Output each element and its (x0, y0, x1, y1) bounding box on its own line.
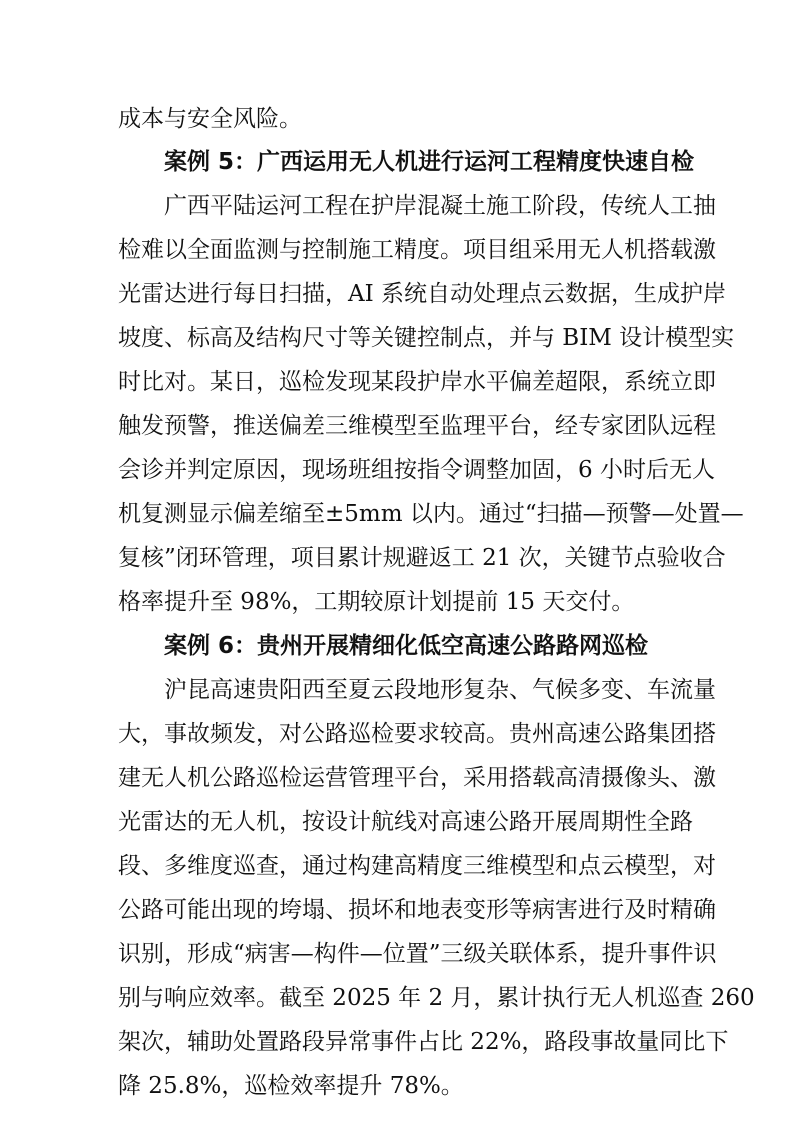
body-text-line: 复核”闭环管理，项目累计规避返工 21 次，关键节点验收合 (118, 545, 726, 571)
body-text-line: 沪昆高速贵阳西至夏云段地形复杂、气候多变、车流量 (164, 677, 716, 703)
body-text-line: 识别，形成“病害—构件—位置”三级关联体系，提升事件识 (118, 941, 717, 967)
case-5-heading: 案例 5：广西运用无人机进行运河工程精度快速自检 (164, 149, 695, 175)
body-text-line: 光雷达进行每日扫描，AI 系统自动处理点云数据，生成护岸 (118, 281, 727, 307)
body-text-line: 广西平陆运河工程在护岸混凝土施工阶段，传统人工抽 (164, 193, 716, 219)
body-text-line: 架次，辅助处置路段异常事件占比 22%，路段事故量同比下 (118, 1029, 729, 1055)
body-text-line: 坡度、标高及结构尺寸等关键控制点，并与 BIM 设计模型实 (118, 325, 735, 351)
body-text-line: 降 25.8%，巡检效率提升 78%。 (118, 1073, 464, 1099)
body-text-line: 机复测显示偏差缩至±5mm 以内。通过“扫描—预警—处置— (118, 501, 744, 527)
body-text-line: 大，事故频发，对公路巡检要求较高。贵州高速公路集团搭 (118, 721, 716, 747)
body-text-line: 光雷达的无人机，按设计航线对高速公路开展周期性全路 (118, 809, 693, 835)
body-text-line: 公路可能出现的垮塌、损坏和地表变形等病害进行及时精确 (118, 897, 716, 923)
body-text-line: 段、多维度巡查，通过构建高精度三维模型和点云模型，对 (118, 853, 716, 879)
body-text-line: 建无人机公路巡检运营管理平台，采用搭载高清摄像头、激 (118, 765, 716, 791)
case-6-heading: 案例 6：贵州开展精细化低空高速公路路网巡检 (164, 633, 649, 659)
body-text-line: 成本与安全风险。 (118, 106, 302, 132)
body-text-line: 时比对。某日，巡检发现某段护岸水平偏差超限，系统立即 (118, 369, 716, 395)
body-text-line: 格率提升至 98%，工期较原计划提前 15 天交付。 (118, 589, 635, 615)
body-text-line: 触发预警，推送偏差三维模型至监理平台，经专家团队远程 (118, 413, 716, 439)
body-text-line: 会诊并判定原因，现场班组按指令调整加固，6 小时后无人 (118, 457, 715, 483)
body-text-line: 检难以全面监测与控制施工精度。项目组采用无人机搭载激 (118, 237, 716, 263)
body-text-line: 别与响应效率。截至 2025 年 2 月，累计执行无人机巡查 260 (118, 985, 755, 1011)
